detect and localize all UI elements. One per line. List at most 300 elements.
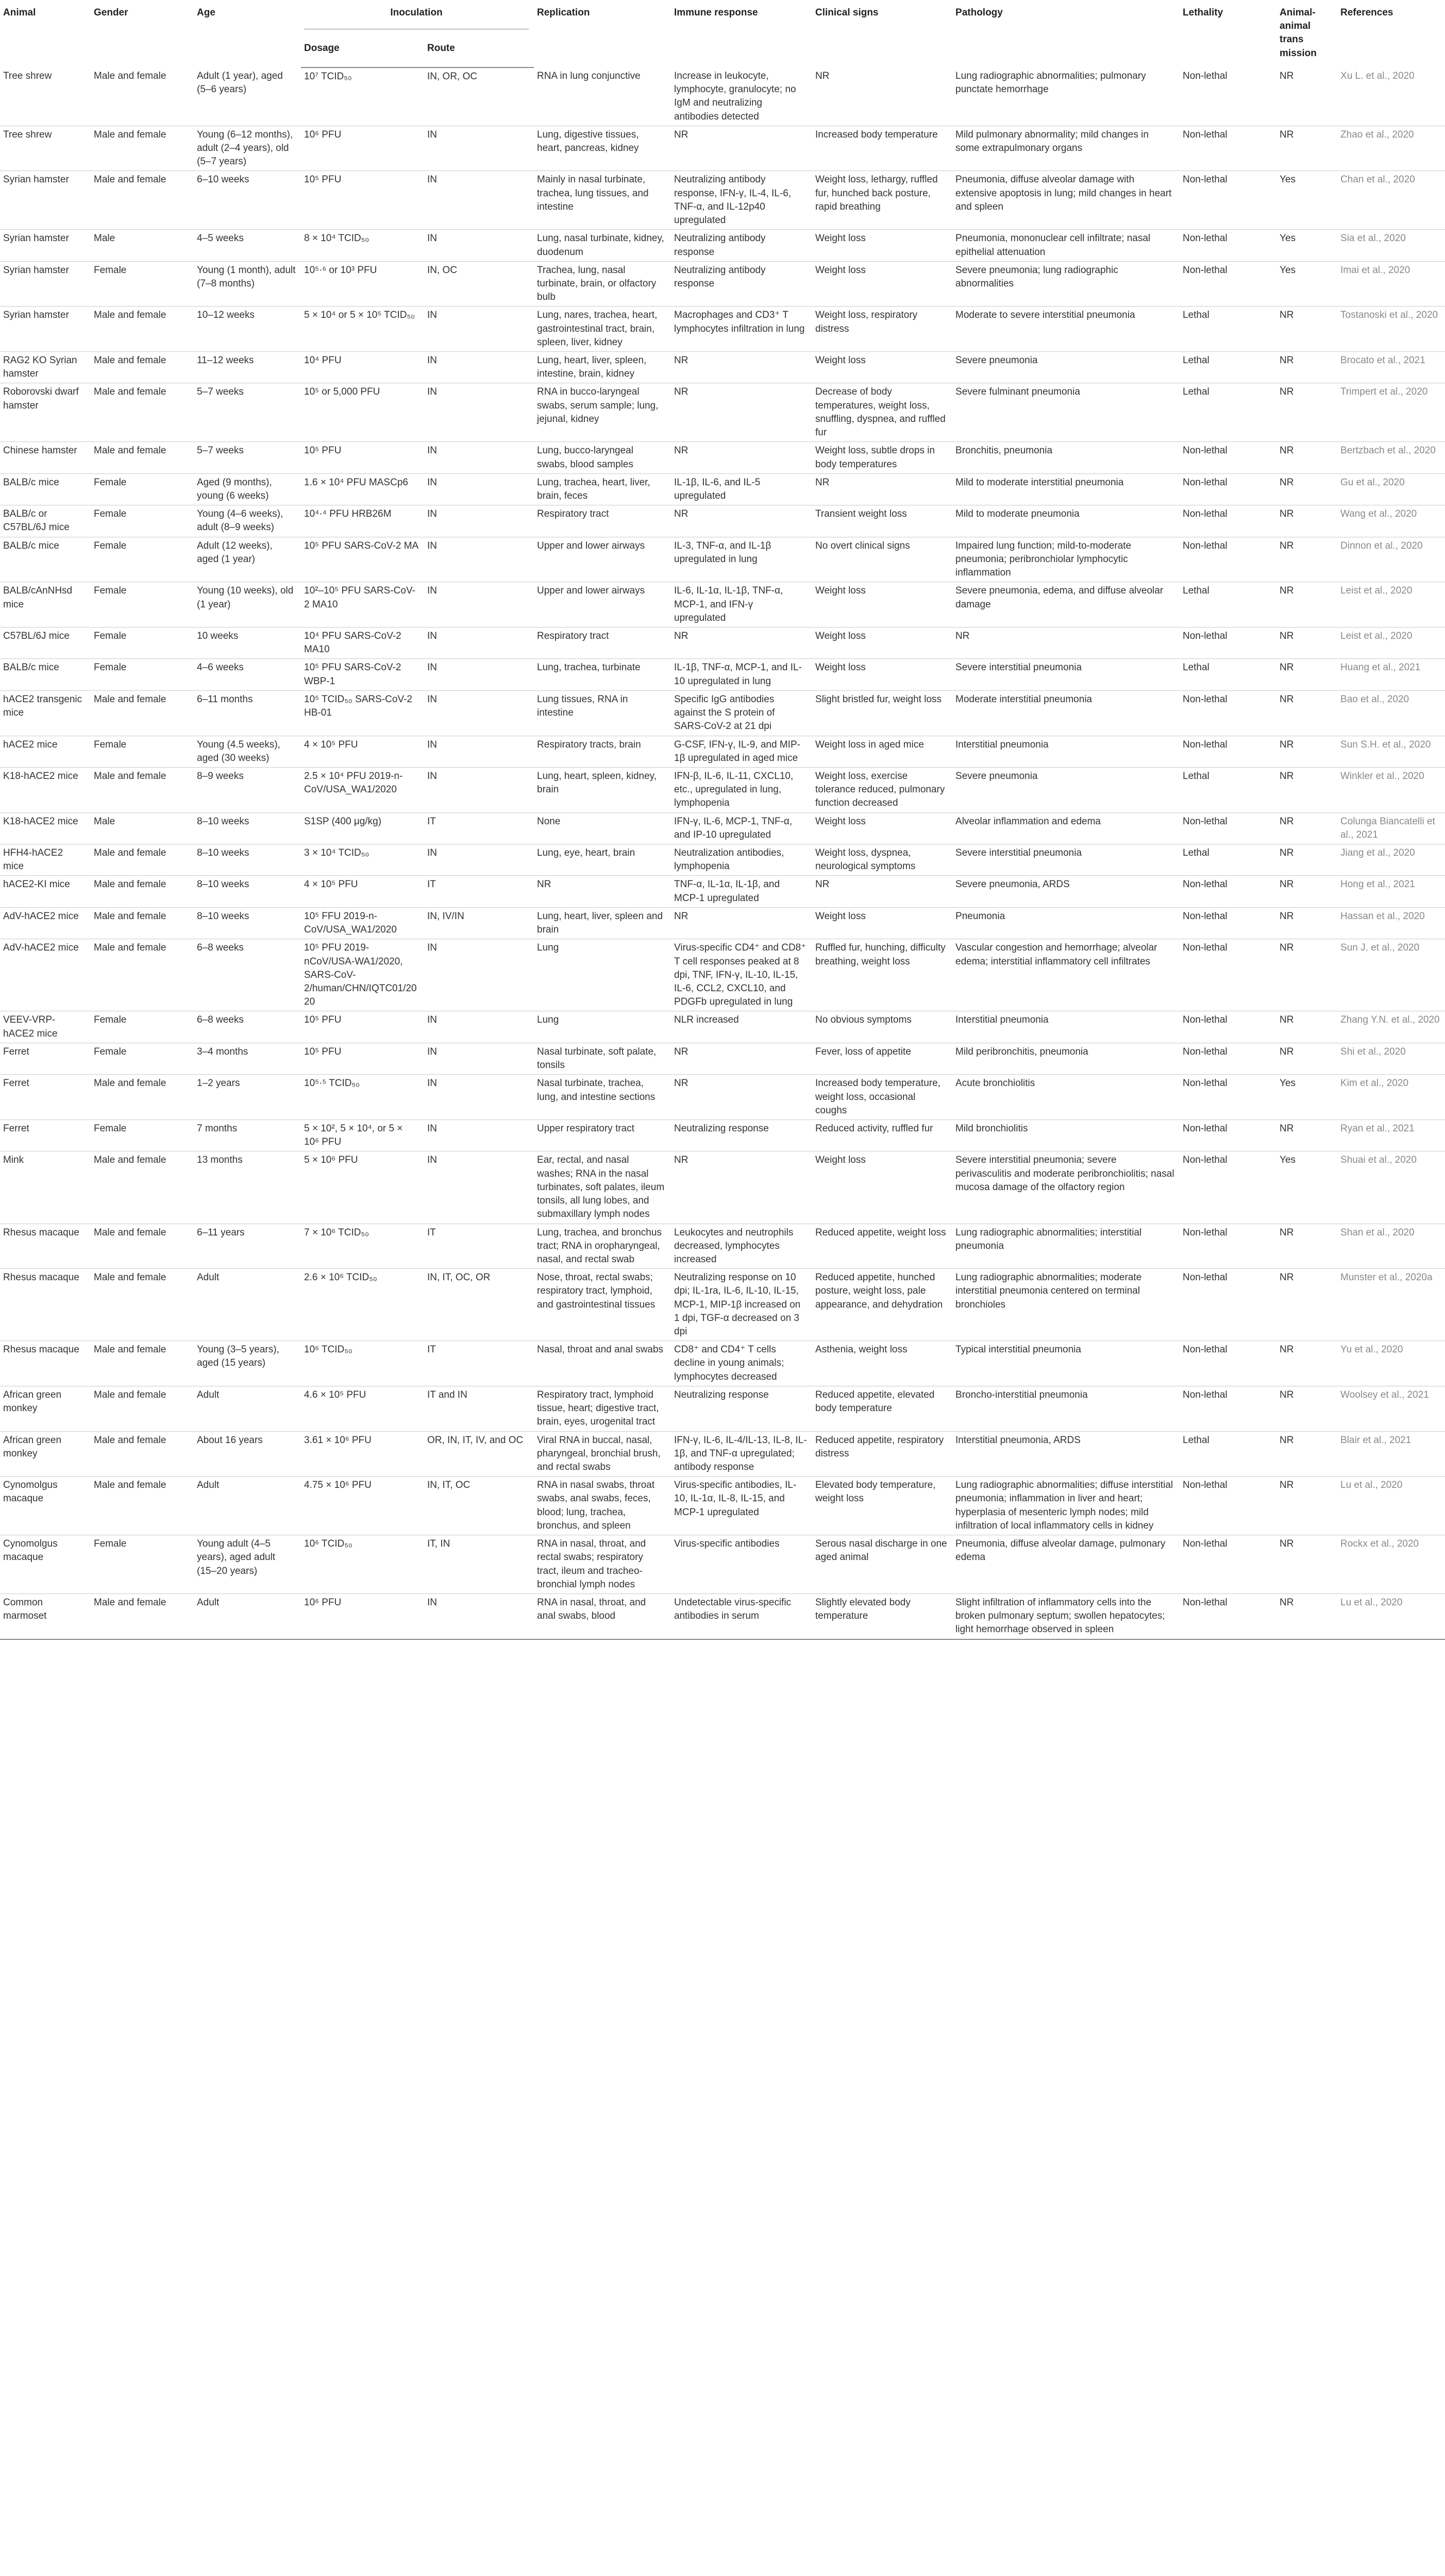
cell-transmission: NR (1276, 659, 1337, 690)
cell-transmission: NR (1276, 1043, 1337, 1074)
cell-reference: Sia et al., 2020 (1337, 230, 1445, 261)
cell-gender: Male and female (91, 1477, 194, 1535)
cell-gender: Male and female (91, 1341, 194, 1386)
cell-dosage: 10⁵·⁵ TCID₅₀ (301, 1075, 424, 1120)
cell-replication: Nose, throat, rectal swabs; respiratory tract, lymphoid, and gastrointestinal tissues (534, 1269, 671, 1341)
cell-clinical-signs: Weight loss, dyspnea, neurological symptoms (812, 844, 952, 876)
cell-route: IN (424, 659, 534, 690)
table-row (0, 126, 1445, 171)
cell-pathology: Severe interstitial pneumonia (952, 844, 1180, 876)
table-row (0, 767, 1445, 812)
cell-reference: Xu L. et al., 2020 (1337, 67, 1445, 126)
cell-lethality: Non-lethal (1180, 261, 1276, 307)
cell-gender: Male and female (91, 844, 194, 876)
cell-reference: Gu et al., 2020 (1337, 473, 1445, 505)
cell-lethality: Non-lethal (1180, 67, 1276, 126)
table-row (0, 1151, 1445, 1224)
cell-gender: Male and female (91, 352, 194, 383)
cell-immune-response: G-CSF, IFN-γ, IL-9, and MIP-1β upregulated in aged mice (671, 736, 812, 767)
cell-transmission: NR (1276, 812, 1337, 844)
cell-animal: Chinese hamster (0, 442, 91, 473)
cell-lethality: Non-lethal (1180, 1269, 1276, 1341)
cell-replication: Lung tissues, RNA in intestine (534, 690, 671, 736)
cell-animal: Mink (0, 1151, 91, 1224)
cell-age: 8–10 weeks (194, 844, 301, 876)
cell-reference: Wang et al., 2020 (1337, 505, 1445, 537)
cell-transmission: NR (1276, 1269, 1337, 1341)
cell-gender: Male and female (91, 383, 194, 442)
cell-animal: BALB/c mice (0, 473, 91, 505)
cell-immune-response: TNF-α, IL-1α, IL-1β, and MCP-1 upregulated (671, 876, 812, 907)
cell-pathology: Moderate interstitial pneumonia (952, 690, 1180, 736)
cell-route: IN (424, 1151, 534, 1224)
cell-replication: RNA in nasal, throat, and anal swabs, blood (534, 1594, 671, 1639)
cell-pathology: Severe interstitial pneumonia (952, 659, 1180, 690)
header-route: Route (424, 39, 534, 67)
cell-lethality: Non-lethal (1180, 1120, 1276, 1151)
cell-animal: Rhesus macaque (0, 1341, 91, 1386)
cell-route: IN (424, 690, 534, 736)
cell-lethality: Lethal (1180, 383, 1276, 442)
cell-dosage: 7 × 10⁶ TCID₅₀ (301, 1224, 424, 1269)
table-row (0, 844, 1445, 876)
cell-age: 6–11 years (194, 1224, 301, 1269)
table-row (0, 659, 1445, 690)
cell-transmission: NR (1276, 1224, 1337, 1269)
cell-pathology: Pneumonia (952, 907, 1180, 939)
cell-pathology: Pneumonia, mononuclear cell infiltrate; nasal epithelial attenuation (952, 230, 1180, 261)
cell-route: IT and IN (424, 1386, 534, 1431)
cell-gender: Male and female (91, 1151, 194, 1224)
cell-age: About 16 years (194, 1431, 301, 1477)
cell-clinical-signs: Asthenia, weight loss (812, 1341, 952, 1386)
cell-route: IN (424, 1075, 534, 1120)
header-dosage: Dosage (301, 39, 424, 67)
table-row (0, 1341, 1445, 1386)
cell-dosage: 4 × 10⁵ PFU (301, 736, 424, 767)
cell-dosage: 4.75 × 10⁶ PFU (301, 1477, 424, 1535)
cell-age: 10 weeks (194, 627, 301, 658)
cell-pathology: Slight infiltration of inflammatory cells into the broken pulmonary septum; swollen hepatocytes; light hemorrhage observed in spleen (952, 1594, 1180, 1639)
cell-age: 3–4 months (194, 1043, 301, 1074)
cell-replication: Upper respiratory tract (534, 1120, 671, 1151)
cell-transmission: Yes (1276, 1151, 1337, 1224)
cell-animal: Ferret (0, 1120, 91, 1151)
cell-lethality: Non-lethal (1180, 230, 1276, 261)
cell-replication: None (534, 812, 671, 844)
cell-lethality: Non-lethal (1180, 1151, 1276, 1224)
table-row (0, 383, 1445, 442)
cell-gender: Male and female (91, 939, 194, 1011)
cell-route: IN (424, 537, 534, 582)
cell-age: Young (3–5 years), aged (15 years) (194, 1341, 301, 1386)
cell-immune-response: Neutralizing response (671, 1120, 812, 1151)
cell-dosage: 10⁶ TCID₅₀ (301, 1341, 424, 1386)
cell-route: IN (424, 126, 534, 171)
cell-transmission: NR (1276, 1431, 1337, 1477)
cell-reference: Trimpert et al., 2020 (1337, 383, 1445, 442)
cell-reference: Shuai et al., 2020 (1337, 1151, 1445, 1224)
cell-animal: Ferret (0, 1043, 91, 1074)
cell-animal: BALB/c or C57BL/6J mice (0, 505, 91, 537)
cell-replication: RNA in bucco-laryngeal swabs, serum sample; lung, jejunal, kidney (534, 383, 671, 442)
cell-replication: Ear, rectal, and nasal washes; RNA in the nasal turbinates, soft palates, ileum tonsils, all lung lobes, and submaxillary lymph nodes (534, 1151, 671, 1224)
table-row (0, 537, 1445, 582)
cell-immune-response: Neutralizing response on 10 dpi; IL-1ra, IL-6, IL-10, IL-15, MCP-1, MIP-1β increased on 1 dpi, TGF-α decreased on 3 dpi (671, 1269, 812, 1341)
cell-pathology: Vascular congestion and hemorrhage; alveolar edema; interstitial inflammatory cell infiltrates (952, 939, 1180, 1011)
cell-route: IN (424, 1120, 534, 1151)
cell-pathology: Severe interstitial pneumonia; severe perivasculitis and moderate peribronchiolitis; nasal mucosa damage of the olfactory region (952, 1151, 1180, 1224)
cell-age: 6–10 weeks (194, 171, 301, 230)
cell-lethality: Non-lethal (1180, 812, 1276, 844)
cell-pathology: Interstitial pneumonia (952, 1011, 1180, 1043)
cell-pathology: Severe pneumonia (952, 767, 1180, 812)
cell-clinical-signs: Weight loss (812, 261, 952, 307)
cell-age: Young adult (4–5 years), aged adult (15–20 years) (194, 1535, 301, 1594)
cell-animal: Syrian hamster (0, 261, 91, 307)
cell-gender: Male and female (91, 1386, 194, 1431)
cell-dosage: 10²–10⁵ PFU SARS-CoV-2 MA10 (301, 582, 424, 628)
cell-age: Adult (12 weeks), aged (1 year) (194, 537, 301, 582)
cell-age: 1–2 years (194, 1075, 301, 1120)
cell-route: IN (424, 939, 534, 1011)
cell-route: IN, IT, OC, OR (424, 1269, 534, 1341)
cell-animal: hACE2-KI mice (0, 876, 91, 907)
header-immune: Immune response (674, 7, 758, 18)
table-body (0, 67, 1445, 1639)
cell-lethality: Lethal (1180, 767, 1276, 812)
cell-gender: Female (91, 1120, 194, 1151)
cell-replication: Lung (534, 939, 671, 1011)
cell-replication: Respiratory tract, lymphoid tissue, heart; digestive tract, brain, eyes, urogenital tract (534, 1386, 671, 1431)
cell-clinical-signs: Weight loss (812, 230, 952, 261)
cell-age: 6–8 weeks (194, 939, 301, 1011)
cell-immune-response: NR (671, 383, 812, 442)
cell-transmission: NR (1276, 442, 1337, 473)
table-row (0, 736, 1445, 767)
cell-gender: Male and female (91, 171, 194, 230)
cell-dosage: 10⁵ FFU 2019-n-CoV/USA_WA1/2020 (301, 907, 424, 939)
cell-animal: AdV-hACE2 mice (0, 907, 91, 939)
cell-immune-response: Neutralizing antibody response (671, 261, 812, 307)
table-row (0, 473, 1445, 505)
cell-reference: Brocato et al., 2021 (1337, 352, 1445, 383)
cell-pathology: Pneumonia, diffuse alveolar damage with extensive apoptosis in lung; mild changes in heart and spleen (952, 171, 1180, 230)
cell-transmission: NR (1276, 907, 1337, 939)
cell-dosage: 5 × 10², 5 × 10⁴, or 5 × 10⁶ PFU (301, 1120, 424, 1151)
cell-pathology: Severe pneumonia, ARDS (952, 876, 1180, 907)
cell-immune-response: Virus-specific antibodies (671, 1535, 812, 1594)
cell-transmission: NR (1276, 690, 1337, 736)
cell-replication: Upper and lower airways (534, 582, 671, 628)
cell-immune-response: NR (671, 1043, 812, 1074)
cell-gender: Male and female (91, 1594, 194, 1639)
cell-immune-response: Undetectable virus-specific antibodies in serum (671, 1594, 812, 1639)
cell-transmission: NR (1276, 1535, 1337, 1594)
cell-route: OR, IN, IT, IV, and OC (424, 1431, 534, 1477)
cell-pathology: NR (952, 627, 1180, 658)
cell-transmission: Yes (1276, 261, 1337, 307)
cell-reference: Zhao et al., 2020 (1337, 126, 1445, 171)
cell-replication: Lung, trachea, turbinate (534, 659, 671, 690)
cell-transmission: NR (1276, 876, 1337, 907)
cell-age: Young (4–6 weeks), adult (8–9 weeks) (194, 505, 301, 537)
table-row (0, 171, 1445, 230)
header-inoculation (301, 0, 534, 39)
cell-replication: Lung, eye, heart, brain (534, 844, 671, 876)
cell-dosage: 8 × 10⁴ TCID₅₀ (301, 230, 424, 261)
cell-clinical-signs: Weight loss (812, 1151, 952, 1224)
cell-reference: Sun J. et al., 2020 (1337, 939, 1445, 1011)
cell-age: Young (1 month), adult (7–8 months) (194, 261, 301, 307)
cell-animal: K18-hACE2 mice (0, 812, 91, 844)
cell-lethality: Non-lethal (1180, 627, 1276, 658)
cell-replication: Mainly in nasal turbinate, trachea, lung tissues, and intestine (534, 171, 671, 230)
cell-replication: Lung (534, 1011, 671, 1043)
cell-dosage: 3 × 10⁴ TCID₅₀ (301, 844, 424, 876)
cell-replication: Lung, heart, liver, spleen and brain (534, 907, 671, 939)
cell-clinical-signs: Transient weight loss (812, 505, 952, 537)
cell-dosage: 4.6 × 10⁵ PFU (301, 1386, 424, 1431)
cell-route: IN, IV/IN (424, 907, 534, 939)
cell-replication: Trachea, lung, nasal turbinate, brain, or olfactory bulb (534, 261, 671, 307)
cell-transmission: Yes (1276, 230, 1337, 261)
cell-dosage: 2.5 × 10⁴ PFU 2019-n-CoV/USA_WA1/2020 (301, 767, 424, 812)
cell-age: Young (6–12 months), adult (2–4 years), old (5–7 years) (194, 126, 301, 171)
cell-reference: Shi et al., 2020 (1337, 1043, 1445, 1074)
cell-clinical-signs: Slightly elevated body temperature (812, 1594, 952, 1639)
cell-gender: Female (91, 736, 194, 767)
cell-pathology: Severe pneumonia, edema, and diffuse alveolar damage (952, 582, 1180, 628)
cell-clinical-signs: NR (812, 473, 952, 505)
cell-age: 11–12 weeks (194, 352, 301, 383)
cell-reference: Leist et al., 2020 (1337, 627, 1445, 658)
cell-animal: Syrian hamster (0, 171, 91, 230)
cell-immune-response: Neutralizing response (671, 1386, 812, 1431)
cell-age: 13 months (194, 1151, 301, 1224)
cell-animal: VEEV-VRP-hACE2 mice (0, 1011, 91, 1043)
cell-immune-response: IL-1β, IL-6, and IL-5 upregulated (671, 473, 812, 505)
cell-age: 4–6 weeks (194, 659, 301, 690)
table-row (0, 1431, 1445, 1477)
table-row (0, 261, 1445, 307)
cell-replication: Nasal turbinate, soft palate, tonsils (534, 1043, 671, 1074)
cell-animal: HFH4-hACE2 mice (0, 844, 91, 876)
cell-route: IN (424, 844, 534, 876)
cell-gender: Male and female (91, 907, 194, 939)
cell-age: Adult (1 year), aged (5–6 years) (194, 67, 301, 126)
cell-pathology: Pneumonia, diffuse alveolar damage, pulmonary edema (952, 1535, 1180, 1594)
cell-dosage: 5 × 10⁶ PFU (301, 1151, 424, 1224)
cell-animal: C57BL/6J mice (0, 627, 91, 658)
cell-lethality: Non-lethal (1180, 171, 1276, 230)
cell-immune-response: NR (671, 442, 812, 473)
cell-lethality: Non-lethal (1180, 736, 1276, 767)
cell-transmission: NR (1276, 844, 1337, 876)
cell-transmission: NR (1276, 1341, 1337, 1386)
cell-immune-response: Neutralizing antibody response (671, 230, 812, 261)
cell-animal: Syrian hamster (0, 230, 91, 261)
cell-immune-response: NR (671, 352, 812, 383)
cell-pathology: Mild pulmonary abnormality; mild changes in some extrapulmonary organs (952, 126, 1180, 171)
cell-animal: AdV-hACE2 mice (0, 939, 91, 1011)
table-row (0, 627, 1445, 658)
cell-clinical-signs: Increased body temperature, weight loss, occasional coughs (812, 1075, 952, 1120)
cell-age: Adult (194, 1594, 301, 1639)
cell-transmission: NR (1276, 1120, 1337, 1151)
cell-pathology: Alveolar inflammation and edema (952, 812, 1180, 844)
cell-gender: Female (91, 627, 194, 658)
cell-gender: Male and female (91, 126, 194, 171)
cell-reference: Jiang et al., 2020 (1337, 844, 1445, 876)
table-row (0, 1477, 1445, 1535)
cell-lethality: Non-lethal (1180, 907, 1276, 939)
cell-gender: Male (91, 812, 194, 844)
cell-age: 8–10 weeks (194, 876, 301, 907)
cell-lethality: Non-lethal (1180, 1594, 1276, 1639)
header-references: References (1340, 7, 1393, 18)
cell-reference: Lu et al., 2020 (1337, 1477, 1445, 1535)
cell-reference: Dinnon et al., 2020 (1337, 537, 1445, 582)
cell-pathology: Mild to moderate interstitial pneumonia (952, 473, 1180, 505)
cell-dosage: 3.61 × 10⁶ PFU (301, 1431, 424, 1477)
cell-route: IN (424, 383, 534, 442)
cell-transmission: NR (1276, 67, 1337, 126)
cell-replication: RNA in lung conjunctive (534, 67, 671, 126)
cell-animal: Tree shrew (0, 126, 91, 171)
cell-clinical-signs: NR (812, 67, 952, 126)
cell-animal: Roborovski dwarf hamster (0, 383, 91, 442)
cell-reference: Chan et al., 2020 (1337, 171, 1445, 230)
cell-animal: African green monkey (0, 1431, 91, 1477)
cell-route: IN (424, 627, 534, 658)
cell-route: IN (424, 1011, 534, 1043)
cell-immune-response: IL-3, TNF-α, and IL-1β upregulated in lung (671, 537, 812, 582)
cell-gender: Female (91, 505, 194, 537)
cell-gender: Male and female (91, 67, 194, 126)
cell-dosage: 10⁵ PFU 2019-nCoV/USA-WA1/2020, SARS-CoV-2/human/CHN/IQTC01/2020 (301, 939, 424, 1011)
cell-animal: Rhesus macaque (0, 1269, 91, 1341)
cell-immune-response: Virus-specific CD4⁺ and CD8⁺ T cell responses peaked at 8 dpi, TNF, IFN-γ, IL-10, IL-15, IL-6, CCL2, CXCL10, and PDGFb upregulated in lung (671, 939, 812, 1011)
cell-lethality: Non-lethal (1180, 537, 1276, 582)
cell-dosage: 10⁵ PFU (301, 1011, 424, 1043)
cell-gender: Female (91, 537, 194, 582)
header-clinical: Clinical signs (815, 7, 879, 18)
cell-age: Adult (194, 1477, 301, 1535)
cell-immune-response: Neutralizing antibody response, IFN-γ, IL-4, IL-6, TNF-α, and IL-12p40 upregulated (671, 171, 812, 230)
cell-animal: Syrian hamster (0, 307, 91, 352)
cell-clinical-signs: Weight loss, respiratory distress (812, 307, 952, 352)
cell-clinical-signs: Reduced activity, ruffled fur (812, 1120, 952, 1151)
cell-animal: Rhesus macaque (0, 1224, 91, 1269)
cell-immune-response: NR (671, 907, 812, 939)
table-row (0, 690, 1445, 736)
cell-dosage: 10⁶ PFU (301, 126, 424, 171)
cell-transmission: NR (1276, 627, 1337, 658)
cell-reference: Winkler et al., 2020 (1337, 767, 1445, 812)
cell-transmission: NR (1276, 505, 1337, 537)
cell-clinical-signs: Weight loss, lethargy, ruffled fur, hunched back posture, rapid breathing (812, 171, 952, 230)
cell-immune-response: NLR increased (671, 1011, 812, 1043)
cell-lethality: Non-lethal (1180, 1341, 1276, 1386)
cell-replication: Lung, trachea, and bronchus tract; RNA in oropharyngeal, nasal, and rectal swab (534, 1224, 671, 1269)
cell-dosage: 2.6 × 10⁶ TCID₅₀ (301, 1269, 424, 1341)
cell-dosage: 10⁵·⁶ or 10³ PFU (301, 261, 424, 307)
table-row (0, 1011, 1445, 1043)
cell-replication: Lung, nasal turbinate, kidney, duodenum (534, 230, 671, 261)
cell-lethality: Lethal (1180, 352, 1276, 383)
cell-animal: hACE2 transgenic mice (0, 690, 91, 736)
cell-age: Aged (9 months), young (6 weeks) (194, 473, 301, 505)
cell-replication: Respiratory tract (534, 505, 671, 537)
cell-lethality: Non-lethal (1180, 1011, 1276, 1043)
cell-lethality: Non-lethal (1180, 1224, 1276, 1269)
cell-replication: Upper and lower airways (534, 537, 671, 582)
cell-immune-response: IFN-γ, IL-6, MCP-1, TNF-α, and IP-10 upregulated (671, 812, 812, 844)
cell-clinical-signs: No overt clinical signs (812, 537, 952, 582)
cell-immune-response: Increase in leukocyte, lymphocyte, granulocyte; no IgM and neutralizing antibodies detected (671, 67, 812, 126)
table-row (0, 582, 1445, 628)
cell-route: IN (424, 171, 534, 230)
table-row (0, 67, 1445, 126)
cell-age: Adult (194, 1269, 301, 1341)
table-row (0, 939, 1445, 1011)
cell-immune-response: IFN-β, IL-6, IL-11, CXCL10, etc., upregulated in lung, lymphopenia (671, 767, 812, 812)
table-row (0, 1535, 1445, 1594)
cell-immune-response: IFN-γ, IL-6, IL-4/IL-13, IL-8, IL-1β, and TNF-α upregulated; antibody response (671, 1431, 812, 1477)
cell-replication: Lung, heart, spleen, kidney, brain (534, 767, 671, 812)
cell-route: IT (424, 812, 534, 844)
cell-clinical-signs: NR (812, 876, 952, 907)
cell-pathology: Severe pneumonia; lung radiographic abnormalities (952, 261, 1180, 307)
cell-route: IN (424, 307, 534, 352)
cell-gender: Male and female (91, 690, 194, 736)
cell-reference: Imai et al., 2020 (1337, 261, 1445, 307)
cell-gender: Male and female (91, 1224, 194, 1269)
cell-gender: Female (91, 1011, 194, 1043)
cell-replication: Respiratory tracts, brain (534, 736, 671, 767)
cell-reference: Blair et al., 2021 (1337, 1431, 1445, 1477)
cell-transmission: NR (1276, 352, 1337, 383)
cell-age: 8–9 weeks (194, 767, 301, 812)
cell-dosage: 10⁵ PFU (301, 442, 424, 473)
cell-gender: Male and female (91, 1269, 194, 1341)
table-row (0, 352, 1445, 383)
cell-clinical-signs: Reduced appetite, respiratory distress (812, 1431, 952, 1477)
cell-dosage: 10⁵ PFU SARS-CoV-2 MA (301, 537, 424, 582)
cell-pathology: Acute bronchiolitis (952, 1075, 1180, 1120)
cell-dosage: 10⁵ or 5,000 PFU (301, 383, 424, 442)
cell-gender: Female (91, 473, 194, 505)
cell-immune-response: Specific IgG antibodies against the S protein of SARS-CoV-2 at 21 dpi (671, 690, 812, 736)
cell-lethality: Non-lethal (1180, 939, 1276, 1011)
cell-route: IN (424, 582, 534, 628)
table-row (0, 230, 1445, 261)
cell-reference: Kim et al., 2020 (1337, 1075, 1445, 1120)
cell-immune-response: NR (671, 1151, 812, 1224)
cell-age: 6–8 weeks (194, 1011, 301, 1043)
cell-dosage: S1SP (400 μg/kg) (301, 812, 424, 844)
cell-animal: Tree shrew (0, 67, 91, 126)
cell-gender: Male and female (91, 442, 194, 473)
cell-pathology: Broncho-interstitial pneumonia (952, 1386, 1180, 1431)
cell-reference: Rockx et al., 2020 (1337, 1535, 1445, 1594)
cell-reference: Huang et al., 2021 (1337, 659, 1445, 690)
cell-age: 4–5 weeks (194, 230, 301, 261)
cell-transmission: NR (1276, 939, 1337, 1011)
cell-replication: NR (534, 876, 671, 907)
cell-replication: Lung, heart, liver, spleen, intestine, brain, kidney (534, 352, 671, 383)
